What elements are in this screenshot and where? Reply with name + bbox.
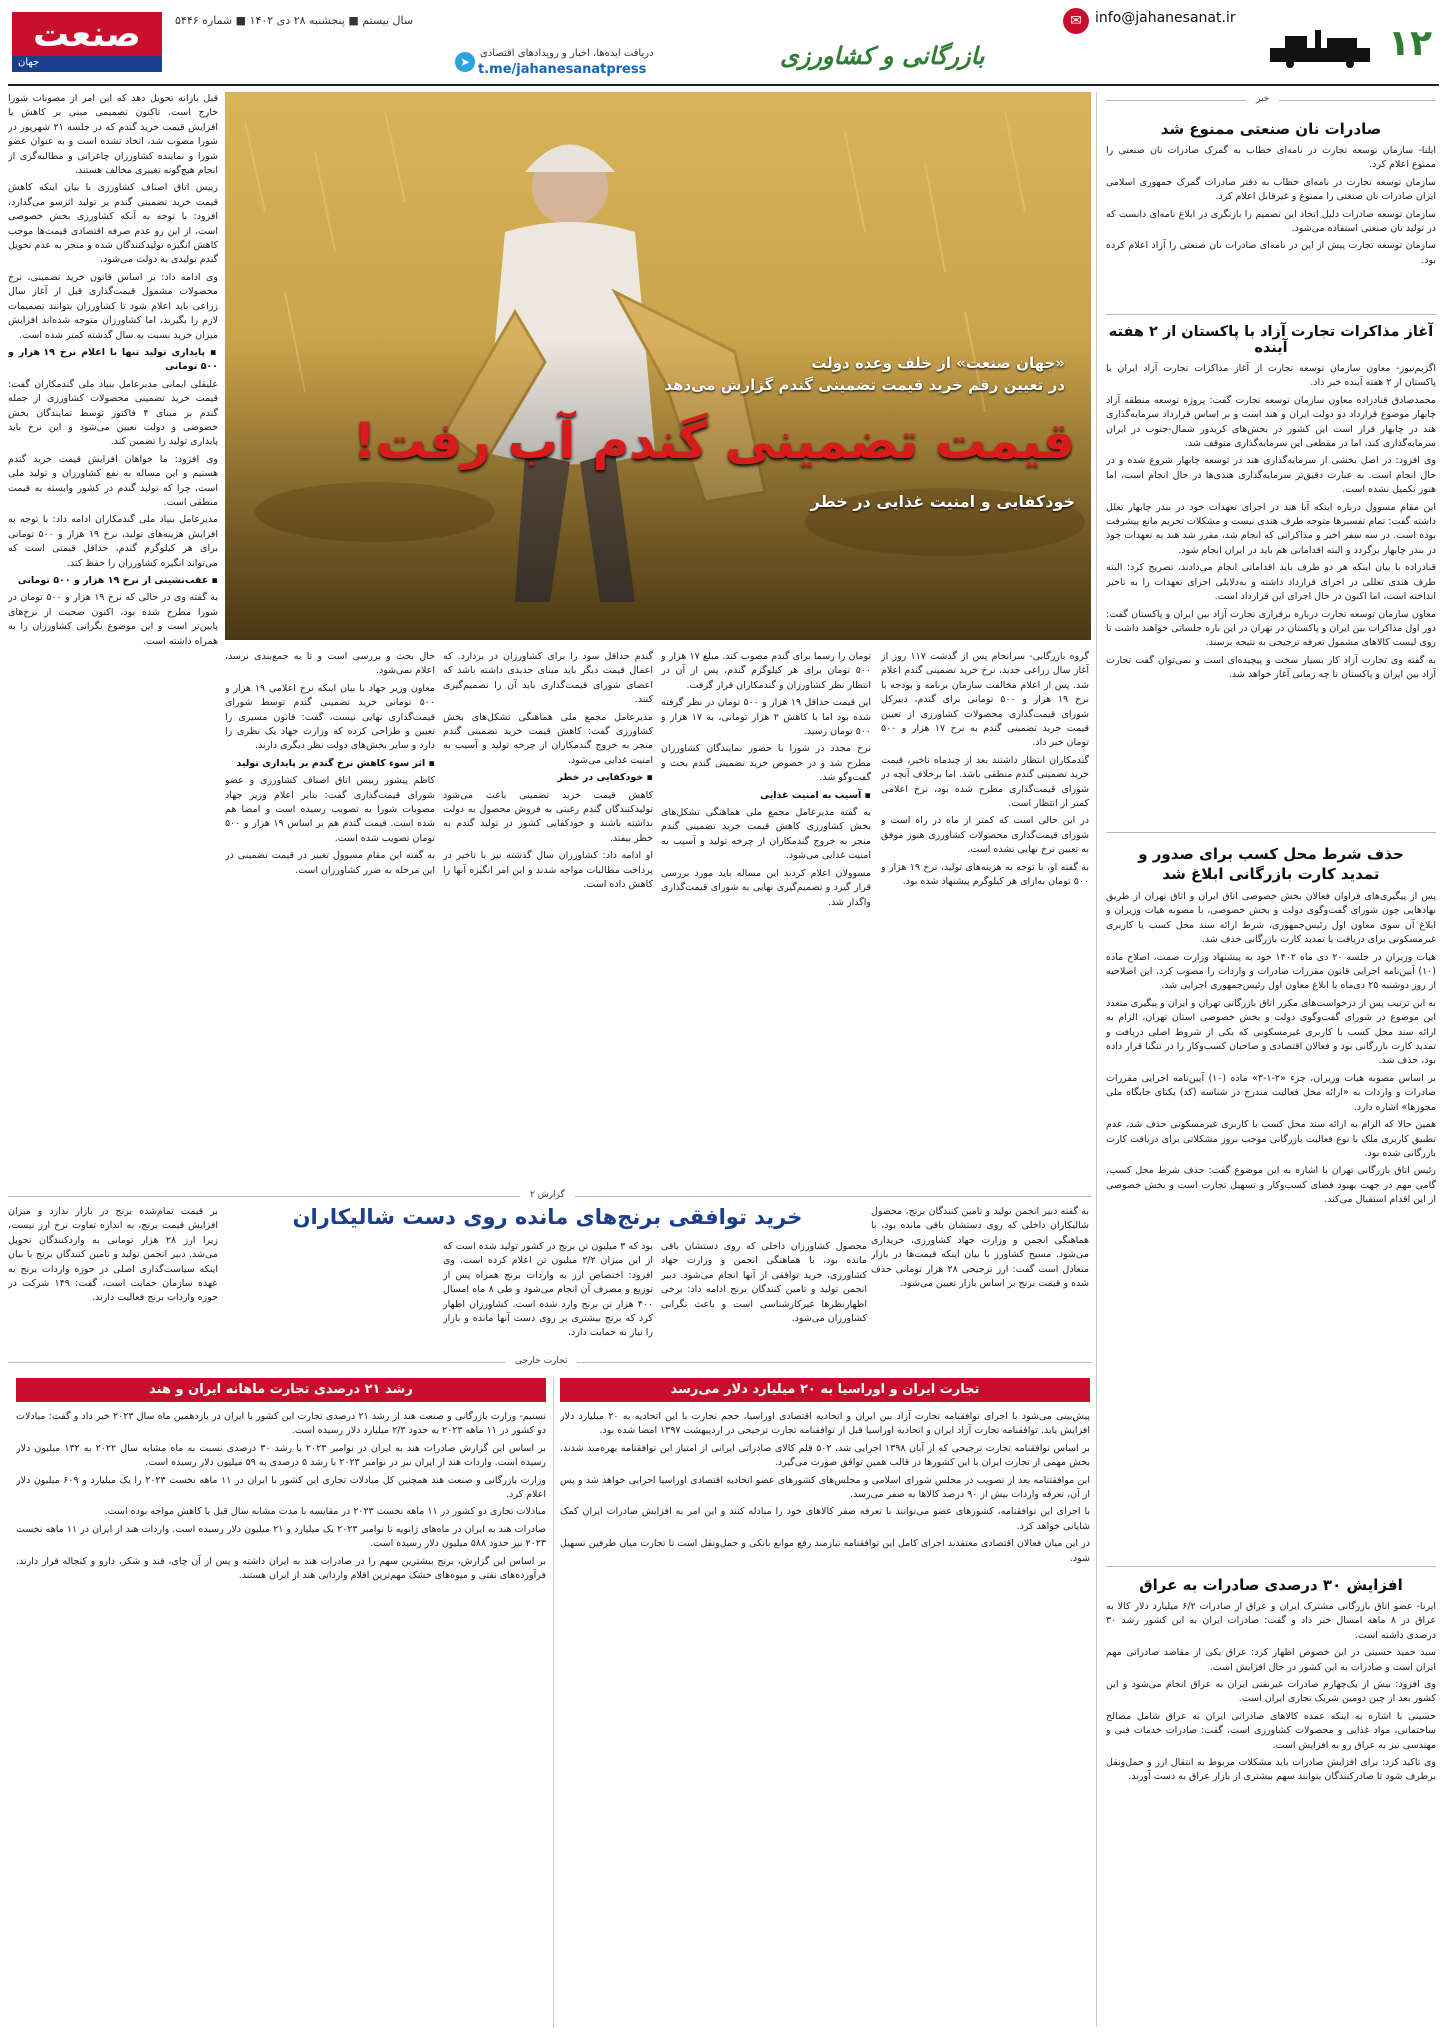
paragraph: هیات وزیران در جلسه ۲۰ دی ماه ۱۴۰۲ خود به پیشنهاد وزارت صمت، اصلاح ماده (۱۰) آیین‌نامه اجرایی قانون مقررات صادرات و واردات را مصوب کرد. این اصلاحیه از روز دوشنبه ۲۵ دی‌ماه با ابلاغ معاون اول رئیس‌جمهوری اجرایی شد.: [1106, 951, 1436, 992]
column-divider: [553, 1378, 554, 2028]
email-address[interactable]: info@jahanesanat.ir: [1095, 10, 1236, 26]
article-title: تجارت ایران و اوراسیا به ۲۰ میلیارد دلار می‌رسد: [670, 1382, 980, 1397]
news-brief-title: حذف شرط محل کسب برای صدور و تمدید کارت بازرگانی ابلاغ شد: [1138, 845, 1404, 883]
foreign-trade-tag: تجارت خارجی: [505, 1356, 577, 1366]
paragraph: بر اساس این گزارش، برنج بیشترین سهم را در صادرات هند به ایران داشته و پس از آن چای، قند و شکر، دارو و کنجاله قرار دارند. فرآورده‌های نفتی و میوه‌های خشک مهم‌ترین اقلام وارداتی هند از ایران هستند.: [16, 1555, 546, 1582]
brief-divider: [1106, 314, 1436, 315]
article-body: [560, 1410, 1090, 2025]
issue-info: سال بیستم ■ پنجشنبه ۲۸ دی ۱۴۰۲ ■ شماره ۵۴۴۶: [175, 14, 414, 27]
paragraph: تسنیم- وزارت بازرگانی و صنعت هند از رشد ۲۱ درصدی تجارت این کشور با ایران در یازدهمین ماه سال ۲۰۲۳ خبر داد و گفت: مبادلات دو کشور در ۱۱ ماهه ۲۰۲۳ به حدود ۲/۳ میلیارد دلار رسیده است.: [16, 1411, 546, 1437]
paragraph: تومان را رسما برای گندم مصوب کند. مبلغ ۱۷ هزار و ۵۰۰ تومان برای هر کیلوگرم گندم، پس از آن در انتظار نظر کشاورزان و گندمکاران قرار گرفت.: [661, 651, 871, 691]
paragraph: این موافقتنامه بعد از تصویب در مجلس شورای اسلامی و مجلس‌های کشورهای عضو اتحادیه اقتصادی اوراسیا اجرایی خواهد شد و پس از آن، تعرفه واردات بیش از ۹۰ درصد کالاها به صفر می‌رسد.: [560, 1474, 1090, 1501]
subheading: ▪ خودکفایی در خطر: [557, 772, 653, 784]
paragraph: کاظم پیشور رییس اتاق اصناف کشاورزی و عضو شورای قیمت‌گذاری گفت: بنابر اعلام وزیر جهاد مصوبات شورا به تصویب رسیده است و امضا هم شده است. قیمت گندم هم بر اساس ۱۹ هزار و ۵۰۰ تومان تصویب شده است.: [225, 775, 435, 844]
lead-story-column: [225, 650, 435, 1185]
rice-column: [8, 1205, 218, 1350]
article-title: رشد ۲۱ درصدی تجارت ماهانه ایران و هند: [149, 1382, 413, 1397]
paragraph: وزارت بازرگانی و صنعت هند همچنین کل مبادلات تجاری این کشور با ایران در ۱۱ ماهه نخست ۲۰۲۳ را یک میلیارد و ۶۰۹ میلیون دلار اعلام کرد.: [16, 1474, 546, 1501]
subheading: ▪ اثر سوء کاهش نرخ گندم بر پایداری تولید: [236, 757, 435, 769]
paragraph: این مقام مسوول درباره اینکه آیا هند در اجرای تعهدات خود در بندر چابهار تعلل داشته گفت: تمام تفسیرها متوجه طرف هندی نیست و مشکلات تحریم مانع پیشرفت بوده است. در سه سفر اخیر و مذاکراتی که انجام شد، مقرر شد هند به تعهدات خود در بندر چابهار برگردد و البته اقداماتی هم باید در ایران انجام شود.: [1106, 501, 1436, 556]
paragraph: پس از پیگیری‌های فراوان فعالان بخش خصوصی اتاق ایران و اتاق تهران از طریق نهادهایی چون شورای گفت‌وگوی دولت و بخش خصوصی، با مصوبه هیات وزیران و ابلاغ آن سوی معاون اول رئیس‌جمهوری، شرط ارائه سند محل کسب یا کاربری غیرمسکونی برای دریافت یا تمدید کارت بازرگانی حذف شد.: [1106, 891, 1436, 946]
news-brief: [1106, 844, 1436, 1564]
paragraph: پیش‌بینی می‌شود با اجرای توافقنامه تجارت آزاد بین ایران و اتحادیه اقتصادی اوراسیا، حجم تجارت با این اتحادیه به ۲۰ میلیارد دلار افزایش یابد. توافقنامه تجارت آزاد ایران و اتحادیه اوراسیا قبل از توافقنامه تجارت ترجیحی در اردیبهشت ۱۳۹۷ امضا شده بود.: [560, 1411, 1090, 1437]
paragraph: بود که ۳ میلیون تن برنج در کشور تولید شده است که از این میزان ۲/۲ میلیون تن اعلام کرده است. وی افزود: اختصاص ارز به واردات برنج همراه پس از توزیع و مصرف آن انجام می‌شود و طی ۸ ماه امسال ۴۰۰ هزار تن برنج وارد شده است. کشاورزان اظهار کرد که برنج بیشتری بر روی دست آنها مانده و بازار را نیاز به حمایت دارد.: [443, 1241, 653, 1339]
news-brief-body: [1106, 1600, 1436, 2010]
paragraph: به گفته دبیر انجمن تولید و تامین کنندگان برنج، محصول شالیکاران داخلی که روی دستشان باقی مانده بود، با هماهنگی انجمن و وزارت جهاد کشاورزی، خریداری می‌شود. مسیح کشاورز با بیان اینکه قیمت‌ها در بازار متعادل است گفت: ارز ترجیحی ۲۸ هزار تومانی حذف شده و قیمت برنج بر اساس بازار تعیین می‌شود.: [871, 1206, 1089, 1290]
paragraph: مسوولان اعلام کردند این مساله باید مورد بررسی قرار گیرد و تصمیم‌گیری نهایی به شورای قیمت‌گذاری واگذار شد.: [661, 867, 871, 908]
subheading: ▪ پایداری تولید تنها با اعلام نرخ ۱۹ هزار و ۵۰۰ تومانی: [8, 346, 218, 373]
paragraph: حسینی با اشاره به اینکه عمده کالاهای صادراتی ایران به عراق شامل مصالح ساختمانی، مواد غذایی و محصولات کشاورزی است، گفت: صادرات خدمات فنی و مهندسی نیز به عراق رو به افزایش است.: [1106, 1710, 1436, 1751]
paragraph: سازمان توسعه تجارت پیش از این در نامه‌ای صادرات نان صنعتی را آزاد اعلام کرده بود.: [1106, 240, 1436, 266]
right-news-column: [1106, 92, 1436, 2027]
paragraph: حال بحث و بررسی است و تا به جمع‌بندی نرسد، اعلام نمی‌شود.: [225, 651, 435, 677]
lead-story-column: [443, 650, 653, 1185]
paragraph: بر اساس مصوبه هیات وزیران، جزء «۲-۱-۳» ماده (۱۰) آیین‌نامه اجرایی مقررات صادرات و واردات به «ارائه محل فعالیت مندرج در شناسه (کد) یکتای جایگاه ملی مجوزها» اشاره دارد.: [1106, 1072, 1436, 1113]
paragraph: صادرات هند به ایران در ماه‌های ژانویه تا نوامبر ۲۰۲۳ یک میلیارد و ۲۱ میلیون دلار رسیده است. واردات هند از ایران در ۱۱ ماهه نخست ۲۰۲۳ نیز حدود ۵۸۸ میلیون دلار رسیده است.: [16, 1523, 546, 1550]
foreign-trade-article: [16, 1378, 546, 2028]
news-brief: [1106, 1576, 1436, 2016]
news-brief: [1106, 120, 1436, 325]
paragraph: به گفته مدیرعامل مجمع ملی هماهنگی تشکل‌های بخش کشاورزی کاهش قیمت خرید تضمینی گندم منجر به خروج گندمکاران از چرخه تولید و آسیب به امنیت غذایی می‌شود.: [661, 807, 871, 862]
lead-kicker-1: «جهان صنعت» از خلف وعده دولت: [811, 354, 1065, 372]
telegram-link[interactable]: t.me/jahanesanatpress: [478, 62, 647, 77]
paragraph: در این حالی است که کمتر از ماه در راه است و شورای قیمت‌گذاری محصولات کشاورزی هنوز موفق به تعیین نرخ نهایی نشده است.: [881, 815, 1089, 856]
lead-story-side-column: [8, 92, 218, 1187]
paragraph: سازمان توسعه تجارت در نامه‌ای خطاب به دفتر صادرات گمرک جمهوری اسلامی ایران صادرات نان صنعتی را ممنوع و غیرقابل اعلام کرد.: [1106, 176, 1436, 203]
column-divider: [1096, 92, 1097, 2027]
paragraph: با اجرای این توافقنامه، کشورهای عضو می‌توانند با تعرفه صفر کالاهای خود را مبادله کنند و این امر به افزایش صادرات ایران کمک شایانی خواهد کرد.: [560, 1506, 1090, 1532]
brand-logo-text: صنعت: [33, 14, 141, 55]
paragraph: وی تاکید کرد: برای افزایش صادرات باید مشکلات مربوط به انتقال ارز و حمل‌ونقل برطرف شود تا صادرکنندگان بتوانند سهم بیشتری از بازار عراق به دست آورند.: [1106, 1757, 1436, 1783]
lead-subhead: خودکفایی و امنیت غذایی در خطر: [810, 492, 1075, 511]
subheading: ▪ عقب‌نشینی از نرخ ۱۹ هزار و ۵۰۰ تومانی: [17, 575, 218, 586]
paragraph: نرخ مجدد در شورا با حضور نمایندگان کشاورزان مطرح شد و در خصوص خرید تضمینی گندم بحث و گفت‌وگو شد.: [661, 743, 871, 784]
paragraph: معاون سازمان توسعه تجارت درباره برقراری تجارت آزاد بین ایران و پاکستان گفت: دور اول مذاکرات بین ایران و پاکستان در تهران در این باره جلساتی خواهند داشت تا روی لیست کالاهای مشمول تعرفه ترجیحی به نتیجه برسند.: [1106, 608, 1436, 649]
paragraph: معاون وزیر جهاد با بیان اینکه نرخ اعلامی ۱۹ هزار و ۵۰۰ تومانی خرید تضمینی گندم توسط شورای قیمت‌گذاری نهایی نیست، گفت: قانون مسیری را تعیین و طراحی کرده که وزارت جهاد یک نظری را دارد و سایر بخش‌های دولت نظر دیگری دارند.: [225, 682, 435, 752]
paragraph: رئیس اتاق بازرگانی تهران با اشاره به این موضوع گفت: حذف شرط محل کسب، گامی مهم در جهت بهبود فضای کسب‌وکار و تسهیل تجارت است و بخش خصوصی از این اقدام استقبال می‌کند.: [1106, 1165, 1436, 1206]
news-brief-title: آغاز مذاکرات تجارت آزاد با پاکستان از ۲ هفته آینده: [1108, 324, 1434, 356]
paragraph: بر اساس توافقنامه تجارت ترجیحی که از آبان ۱۳۹۸ اجرایی شد، ۵۰۲ قلم کالای صادراتی ایرانی از امتیاز این توافقنامه بهره‌مند شدند. بخش مهمی از تجارت ایران با این کشورها در قالب همین توافق صورت می‌گیرد.: [560, 1442, 1090, 1469]
header-bar: [0, 0, 1447, 82]
paragraph: مدیرعامل مجمع ملی هماهنگی تشکل‌های بخش کشاورزی گفت: کاهش قیمت خرید تضمینی گندم منجر به خروج گندمکاران از چرخه تولید و آسیب به امنیت غذایی می‌شود.: [443, 711, 653, 766]
lead-kicker-2: در تعیین رقم خرید قیمت تضمینی گندم گزارش می‌دهد: [664, 376, 1065, 394]
brief-divider: [1106, 832, 1436, 833]
paragraph: سید حمید حسینی در این خصوص اظهار کرد: عراق یکی از مقاصد صادراتی مهم ایران است و صادرات به این کشور در حال افزایش است.: [1106, 1647, 1436, 1673]
lead-headline: قیمت تضمینی گندم آب رفت!: [353, 412, 1075, 470]
page-number: ۱۲: [1388, 23, 1432, 64]
telegram-caption: دریافت ایده‌ها، اخبار و رویدادهای اقتصادی: [480, 48, 654, 59]
paragraph: محمدصادق قنادزاده معاون سازمان توسعه تجارت گفت: پروژه توسعه منطقه آزاد چابهار موضوع قرارداد دو دولت ایران و هند است و بر اساس قرارداد سرمایه‌گذاری هند در چابهار قرار است این کشور در بخش‌های کریدور شمال-جنوب در ایران سرمایه‌گذاری کند، اما در مقطعی این سرمایه‌گذاری متوقف شد.: [1106, 394, 1436, 450]
paragraph: کاهش قیمت خرید تضمینی باعث می‌شود تولیدکنندگان گندم رغبتی به فروش محصول به دولت نداشته باشند و خودکفایی کشور در تولید گندم به خطر بیفتد.: [443, 789, 653, 844]
paragraph: او ادامه داد: کشاورزان سال گذشته نیز با تاخیر در پرداخت مطالبات مواجه شدند و این امر انگیزه آنها را کاهش داده است.: [443, 850, 653, 891]
rice-headline: خرید توافقی برنج‌های مانده روی دست شالیکاران: [292, 1205, 803, 1229]
paragraph: علیقلی ایمانی مدیرعامل بنیاد ملی گندمکاران گفت: قیمت خرید تضمینی محصولات کشاورزی از جمله گندم بر مبنای ۴ فاکتور توسط نمایندگان بخش خصوصی و دولت تعیین می‌شود و این نرخ باید پایداری تولید را تضمین کند.: [8, 378, 218, 448]
paragraph: به گفته این مقام مسوول تغییر در قیمت تضمینی در این مرحله به ضرر کشاورزان است.: [225, 850, 435, 876]
header-divider: [8, 84, 1439, 86]
news-brief: [1106, 324, 1436, 924]
paragraph: به گفته وی در حالی که نرخ ۱۹ هزار و ۵۰۰ تومان در شورا مطرح شده بود، اکنون صحبت از نرخ‌های پایین‌تر است و این موضوع نگرانی کشاورزان را به همراه داشته است.: [8, 592, 218, 647]
right-column-tag: خبر: [1246, 94, 1279, 104]
section-name: بازرگانی و کشاورزی: [780, 42, 985, 70]
paragraph: بر اساس این گزارش صادرات هند به ایران در نوامبر ۲۰۲۳ با رشد ۳۰ درصدی نسبت به ماه مشابه سال ۲۰۲۲ به ۱۳۲ میلیون دلار رسیده است. واردات هند از ایران نیز در نوامبر ۲۰۲۳ با رشد ۵ درصدی به ۵۹ میلیون دلار رسیده است.: [16, 1442, 546, 1469]
rice-column: [871, 1205, 1089, 1350]
brand-logo-small-text: جهان: [18, 57, 40, 68]
rice-column: [443, 1240, 653, 1350]
trade-section-icon: [1265, 22, 1375, 68]
brand-logo: [12, 12, 162, 72]
paragraph: گندمکاران انتظار داشتند بعد از چندماه تاخیر، قیمت خرید تضمینی گندم منطقی باشد. اما برخلاف آنچه در شورای قیمت‌گذاری مطرح شده بود، نرخ اعلامی کمتر از انتظار است.: [881, 754, 1089, 810]
paragraph: وی افزود: ما خواهان افزایش قیمت خرید گندم هستیم و این مساله به نفع کشاورزان و تولید ملی است، چرا که تولید گندم در کشور وابسته به قیمت منطقی است.: [8, 453, 218, 508]
news-brief-title: افزایش ۳۰ درصدی صادرات به عراق: [1139, 1576, 1403, 1594]
paragraph: این قیمت حداقل ۱۹ هزار و ۵۰۰ تومان در نظر گرفته شده بود اما با کاهش ۲ هزار تومانی، به ۱۷ هزار و ۵۰۰ تومان رسید.: [661, 697, 871, 738]
subheading: ▪ آسیب به امنیت غذایی: [760, 789, 871, 801]
paragraph: گروه بازرگانی- سرانجام پس از گذشت ۱۱۷ روز از آغاز سال زراعی جدید، نرخ خرید تضمینی گندم اعلام شد. پس از اعلام مخالفت سازمان برنامه و بودجه با نرخ ۱۹ هزار و ۵۰۰ تومانی برای گندم، دبیرکل شورای قیمت‌گذاری محصولات کشاورزی از تعیین قیمت خرید تضمینی گندم به نرخ ۱۷ هزار و ۵۰۰ تومان خبر داد.: [881, 651, 1089, 749]
paragraph: محصول کشاورزان داخلی که روی دستشان باقی مانده بود، با هماهنگی انجمن و وزارت جهاد کشاورزی، خرید توافقی از آنها انجام می‌شود. دبیر انجمن تولید و تامین کنندگان برنج ادامه داد: برخی اظهارنظرها غیرکارشناسی است و باعث نگرانی کشاورزان می‌شود.: [661, 1241, 867, 1325]
brief-divider: [1106, 1566, 1436, 1567]
paragraph: رییس اتاق اصناف کشاورزی با بیان اینکه کاهش قیمت خرید تضمینی گندم بر تولید اثرسو می‌گذارد، افزود: با توجه به آنکه کشاورزی بخش خصوصی است، از این رو عدم صرفه اقتصادی قیمت‌ها موجب کاهش انگیزه تولیدکنندگان شده و منجر به عدم تحویل گندم تولیدی به دولت می‌شود.: [8, 182, 218, 266]
news-brief-body: [1106, 144, 1436, 319]
lead-story-column: [881, 650, 1089, 1185]
paragraph: بر قیمت تمام‌شده برنج در بازار ندارد و میزان افزایش قیمت برنج، به اندازه تفاوت نرخ ارز نیست، زیرا ارز ۲۸ هزار تومانی به واردکنندگان تحویل می‌شد. دبیر انجمن تولید و تامین کنندگان برنج با بیان اینکه سیاست‌گذاری اصلی در حوزه واردات برنج به عهده سازمان حمایت است، گفت: ۱۴۹ شرکت در حوزه واردات برنج فعالیت دارند.: [8, 1206, 218, 1304]
paragraph: در این میان فعالان اقتصادی معتقدند اجرای کامل این توافقنامه نیازمند رفع موانع بانکی و حمل‌ونقل است تا تجارت میان طرفین تسهیل شود.: [560, 1538, 1090, 1564]
paragraph: مدیرعامل بنیاد ملی گندمکاران ادامه داد: با توجه به افزایش هزینه‌های تولید، نرخ ۱۹ هزار و ۵۰۰ تومانی برای هر کیلوگرم گندم، حداقل قیمتی است که می‌تواند انگیزه کشاورزان را حفظ کند.: [8, 514, 218, 569]
paragraph: وی افزود: بیش از یک‌چهارم صادرات غیرنفتی ایران به عراق انجام می‌شود و این کشور بعد از چین دومین شریک تجاری ایران است.: [1106, 1679, 1436, 1705]
paragraph: ایرنا- عضو اتاق بازرگانی مشترک ایران و عراق از صادرات ۶/۲ میلیارد دلار کالا به عراق در ۸ ماهه امسال خبر داد و گفت: صادرات ایران به این کشور رشد ۳۰ درصدی داشته است.: [1106, 1601, 1436, 1641]
telegram-icon: ➤: [455, 52, 475, 72]
paragraph: سازمان توسعه صادرات دلیل اتخاذ این تصمیم را بازنگری در ابلاغ نامه‌ای دانست که در تولید نان صنعتی استفاده می‌شود.: [1106, 208, 1436, 235]
news-brief-body: [1106, 890, 1436, 1560]
paragraph: مبادلات تجاری دو کشور در ۱۱ ماهه نخست ۲۰۲۳ در مقایسه با مدت مشابه سال قبل با کاهش مواجه بوده است.: [104, 1506, 546, 1518]
paragraph: به گفته او، با توجه به هزینه‌های تولید، نرخ ۱۹ هزار و ۵۰۰ تومان به‌ازای هر کیلوگرم پیشنهاد شده بود.: [881, 861, 1089, 888]
paragraph: وی افزود: در اصل بخشی از سرمایه‌گذاری هند در توسعه چابهار شروع شده و در حال انجام است. به عبارت دقیق‌تر سرمایه‌گذاری هندی‌ها در حال انجام است، اما هنوز تکمیل نشده است.: [1106, 455, 1436, 496]
article-body: [16, 1410, 546, 2025]
foreign-trade-article: [560, 1378, 1090, 2028]
news-brief-title: صادرات نان صنعتی ممنوع شد: [1160, 120, 1382, 138]
lead-photo: [225, 92, 1091, 640]
news-brief-body: [1106, 362, 1436, 922]
mail-icon: ✉: [1063, 8, 1089, 34]
paragraph: ایلنا- سازمان توسعه تجارت در نامه‌ای خطاب به گمرک صادرات نان صنعتی را ممنوع اعلام کرد.: [1106, 145, 1436, 171]
paragraph: قنادزاده با بیان اینکه هر دو طرف باید اقداماتی انجام می‌دادند، تصریح کرد: البته طرف هندی تعللی در اجرای قرارداد داشته و به‌دلایلی اجرای تعهدات را به تاخیر انداخته است، اما اکنون در حال اجرای این قرارداد است.: [1106, 562, 1436, 603]
lead-story-column: [661, 650, 871, 1185]
paragraph: به این ترتیب پس از درخواست‌های مکرر اتاق بازرگانی تهران و ایران و پیگیری متعدد این موضوع در شورای گفت‌وگوی دولت و بخش خصوصی استان تهران، الزام به ارائه سند محل کسب با کاربری غیرمسکونی که یکی از شروط اصلی دریافت و تمدید کارت بازرگانی بود و فعالان اقتصادی و صاحبان کسب‌وکار را در تنگنا قرار داده بود، حذف شد.: [1106, 997, 1436, 1067]
paragraph: قبل بازانه تحویل دهد که این امر از مصوبات شورا خارج است. تاکنون تصمیمی مبنی بر کاهش یا افزایش قیمت خرید گندم که در جلسه ۲۱ شهریور در شورا مصوب شد، اتخاذ نشده است و به عنوان عضو شورا و نماینده کشاورزان چاغرانی و مطالبه‌گری از انجام هیچ‌گونه تغییری مخالف هستند.: [8, 93, 218, 177]
rice-tag: گزارش ۲: [520, 1190, 575, 1200]
paragraph: به گفته وی تجارت آزاد کار بسیار سخت و پیچیده‌ای است و نمی‌توان گفت تجارت آزاد بین ایران و پاکستان تا چه زمانی آغاز خواهد شد.: [1106, 654, 1436, 681]
rice-column: [661, 1240, 867, 1350]
paragraph: اگزیم‌نیوز- معاون سازمان توسعه تجارت از آغاز مذاکرات تجارت آزاد ایران با پاکستان از ۲ هفته آینده خبر داد.: [1106, 363, 1436, 389]
paragraph: همین حالا که الزام به ارائه سند محل کسب با کاربری غیرمسکونی حذف شد، عدم تطبیق کاربری ملک با نوع فعالیت بازرگانی موجب بروز مشکلاتی برای دریافت کارت بازرگانی شده بود.: [1106, 1119, 1436, 1159]
paragraph: گندم حداقل سود را برای کشاورزان در بردارد. که اعمال قیمت دیگر باید مبنای جدیدی داشته باشد که اعضای شورای قیمت‌گذاری باید آن را تصمیم‌گیری کنند.: [443, 651, 653, 706]
paragraph: وی ادامه داد: بر اساس قانون خرید تضمینی، نرخ محصولات مشمول قیمت‌گذاری قبل از آغاز سال زراعی باید اعلام شود تا کشاورزان بتوانند تصمیمات لازم را بگیرند، اما کشاورزان متوجه شده‌اند افزایش میزان خرید نسبت به سال گذشته کمتر شده است.: [8, 271, 218, 341]
